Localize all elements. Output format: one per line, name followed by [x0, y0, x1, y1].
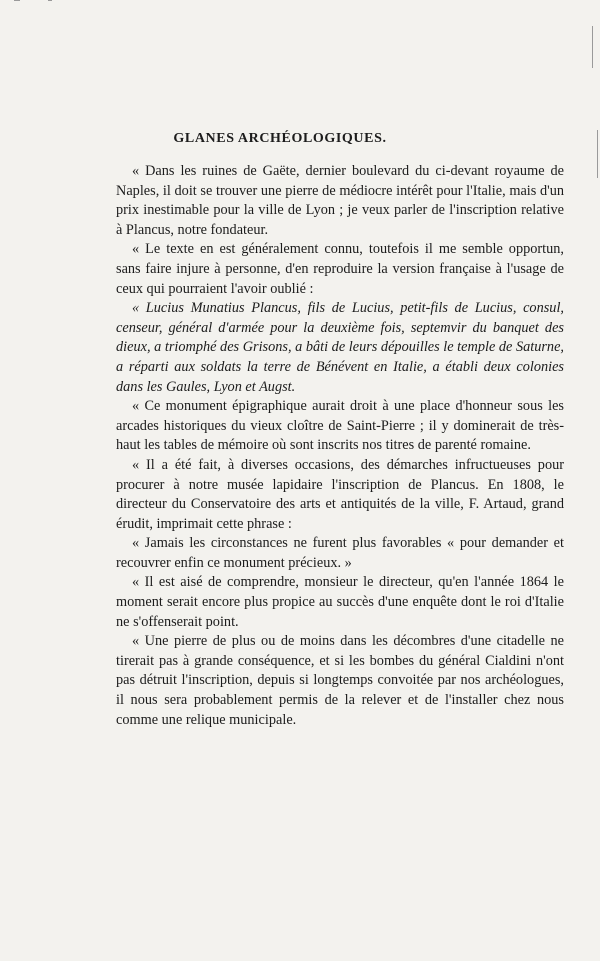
body-text: [116, 162, 564, 730]
paragraph: « Ce monument épigraphique aurait droit à une place d'honneur sous les arcades historiques du vieux cloître de Saint-Pierre ; il y dominerait de très-haut les tables de mémoire où sont inscrits nos titres de parenté romaine.: [116, 398, 564, 454]
paragraph: « Dans les ruines de Gaëte, dernier boulevard du ci-devant royaume de Naples, il doit se trouver une pierre de médiocre intérêt pour l'Italie, mais d'un prix inestimable pour la ville de Lyon ; je veux parler de l'inscription relative à Plancus, notre fondateur.: [116, 163, 564, 238]
paragraph: « Il a été fait, à diverses occasions, des démarches infructueuses pour procurer à notre musée lapidaire l'inscription de Plancus. En 1808, le directeur du Conservatoire des arts et antiquités de la ville, F. Artaud, grand érudit, imprimait cette phrase :: [116, 456, 564, 532]
paragraph: « Une pierre de plus ou de moins dans les décombres d'une citadelle ne tirerait pas à grande conséquence, et si les bombes du général Cialdini n'ont pas détruit l'inscription, depuis si longtemps convoitée par nos archéologues, il nous sera probablement permis de la relever et de l'installer chez nous comme une relique municipale.: [116, 633, 564, 728]
paragraph: « Le texte en est généralement connu, toutefois il me semble opportun, sans faire injure à personne, d'en reproduire la version française à l'usage de ceux qui pourraient l'avoir oublié :: [116, 241, 564, 297]
scan-edge-mark: [48, 0, 52, 1]
paragraph: « Il est aisé de comprendre, monsieur le directeur, qu'en l'année 1864 le moment serait encore plus propice au succès d'une enquête dont le roi d'Italie ne s'offenserait point.: [116, 574, 564, 630]
scan-edge-mark: [14, 0, 20, 1]
paragraph: « Jamais les circonstances ne furent plus favorables « pour demander et recouvrer enfin ce monument précieux. »: [116, 535, 564, 571]
scan-edge-mark: [597, 130, 598, 178]
scan-edge-mark: [592, 26, 593, 68]
chapter-title: GLANES ARCHÉOLOGIQUES.: [173, 131, 387, 146]
quoted-inscription: « Lucius Munatius Plancus, fils de Lucius, petit-fils de Lucius, consul, censeur, général d'armée pour la deuxième fois, septemvir du banquet des dieux, a triomphé des Grisons, a bâti de leurs dépouilles le temple de Saturne, a réparti aux soldats la terre de Bénévent en Italie, a établi deux colonies dans les Gaules, Lyon et Augst.: [116, 300, 564, 395]
